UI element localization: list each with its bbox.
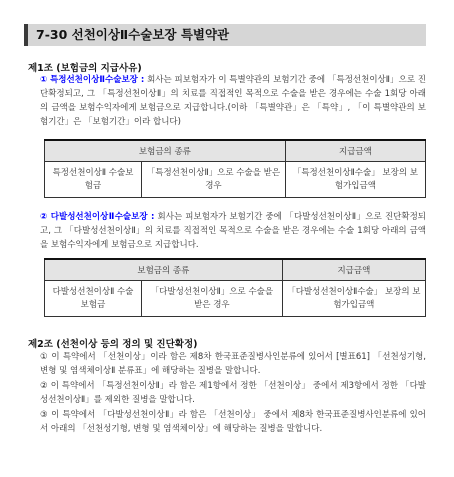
- paragraph-text: 회사는 피보험자가 보험기간 중에 「다발성선천이상Ⅱ」으로 진단확정되고, 그 「다발성선천이상Ⅱ」의 치료를 직접적인 목적으로 수술을 받은 경우에는 수술 1회당 아래의 금액을 보험수익자에게 보험금으로 지급합니다.: [40, 212, 427, 250]
- table-cell-amount: 「다발성선천이상Ⅱ수술」 보장의 보험가입금액: [282, 281, 425, 317]
- document-title: 7-30 선천이상Ⅱ수술보장 특별약관: [24, 24, 426, 46]
- table-cell-benefit-name: 특정선천이상Ⅱ 수술보험금: [45, 162, 142, 198]
- table-header-amount: 지급금액: [282, 259, 425, 281]
- coverage-name: 특정선천이상Ⅱ수술보장 :: [50, 75, 145, 85]
- item-text: 이 특약에서 「특정선천이상Ⅱ」라 함은 제1항에서 정한 「선천이상」 중에서 제3항에서 정한 「다발성선천이상Ⅱ」를 제외한 질병을 말합니다.: [40, 381, 426, 405]
- article-1-paragraph-1: [40, 73, 426, 129]
- table-header-amount: 지급금액: [285, 140, 425, 162]
- item-number: ②: [40, 212, 48, 222]
- item-text: 이 특약에서 「다발성선천이상Ⅱ」라 함은 「선천이상」 중에서 제8차 한국표준질병사인분류에 있어서 아래의 「선천성기형, 변형 및 염색체이상」에 해당하는 질병을 말합니다.: [40, 410, 426, 434]
- benefit-table-1: [44, 139, 426, 198]
- item-number: ③: [40, 410, 49, 420]
- article-2-item-3: [40, 408, 426, 436]
- table-cell-amount: 「특정선천이상Ⅱ수술」 보장의 보험가입금액: [285, 162, 425, 198]
- article-2-item-1: [40, 350, 426, 378]
- article-1-paragraph-2: [40, 210, 426, 252]
- item-number: ①: [40, 75, 48, 85]
- item-number: ②: [40, 381, 48, 391]
- article-2-item-2: [40, 379, 426, 407]
- table-header-benefit-type: 보험금의 종류: [45, 259, 283, 281]
- table-header-benefit-type: 보험금의 종류: [45, 140, 286, 162]
- table-cell-benefit-name: 다발성선천이상Ⅱ 수술보험금: [45, 281, 142, 317]
- article-2-title: 제2조 (선천이상 등의 정의 및 진단확정): [28, 339, 198, 350]
- coverage-name: 다발성선천이상Ⅱ수술보장 :: [50, 212, 155, 222]
- table-cell-condition: 「다발성선천이상Ⅱ」으로 수술을 받은 경우: [142, 281, 283, 317]
- article-1-title: 제1조 (보험금의 지급사유): [28, 63, 142, 74]
- item-number: ①: [40, 352, 49, 362]
- benefit-table-2: [44, 258, 426, 317]
- paragraph-text: 회사는 피보험자가 이 특별약관의 보험기간 중에 「특정선천이상Ⅱ」으로 진단확정되고, 그 「특정선천이상Ⅱ」의 치료를 직접적인 목적으로 수술을 받은 경우에는 수술 1회당 아래의 금액을 보험수익자에게 보험금으로 지급합니다.(이하 「특별약관」은 「특약」, 「이 특별약관의 보험기간」은 「보험기간」이라 합니다): [40, 75, 427, 127]
- table-cell-condition: 「특정선천이상Ⅱ」으로 수술을 받은 경우: [142, 162, 286, 198]
- item-text: 이 특약에서 「선천이상」이라 함은 제8차 한국표준질병사인분류에 있어서 [별표61] 「선천성기형, 변형 및 염색체이상Ⅱ 분류표」에 해당하는 질병을 말합니다.: [40, 352, 426, 376]
